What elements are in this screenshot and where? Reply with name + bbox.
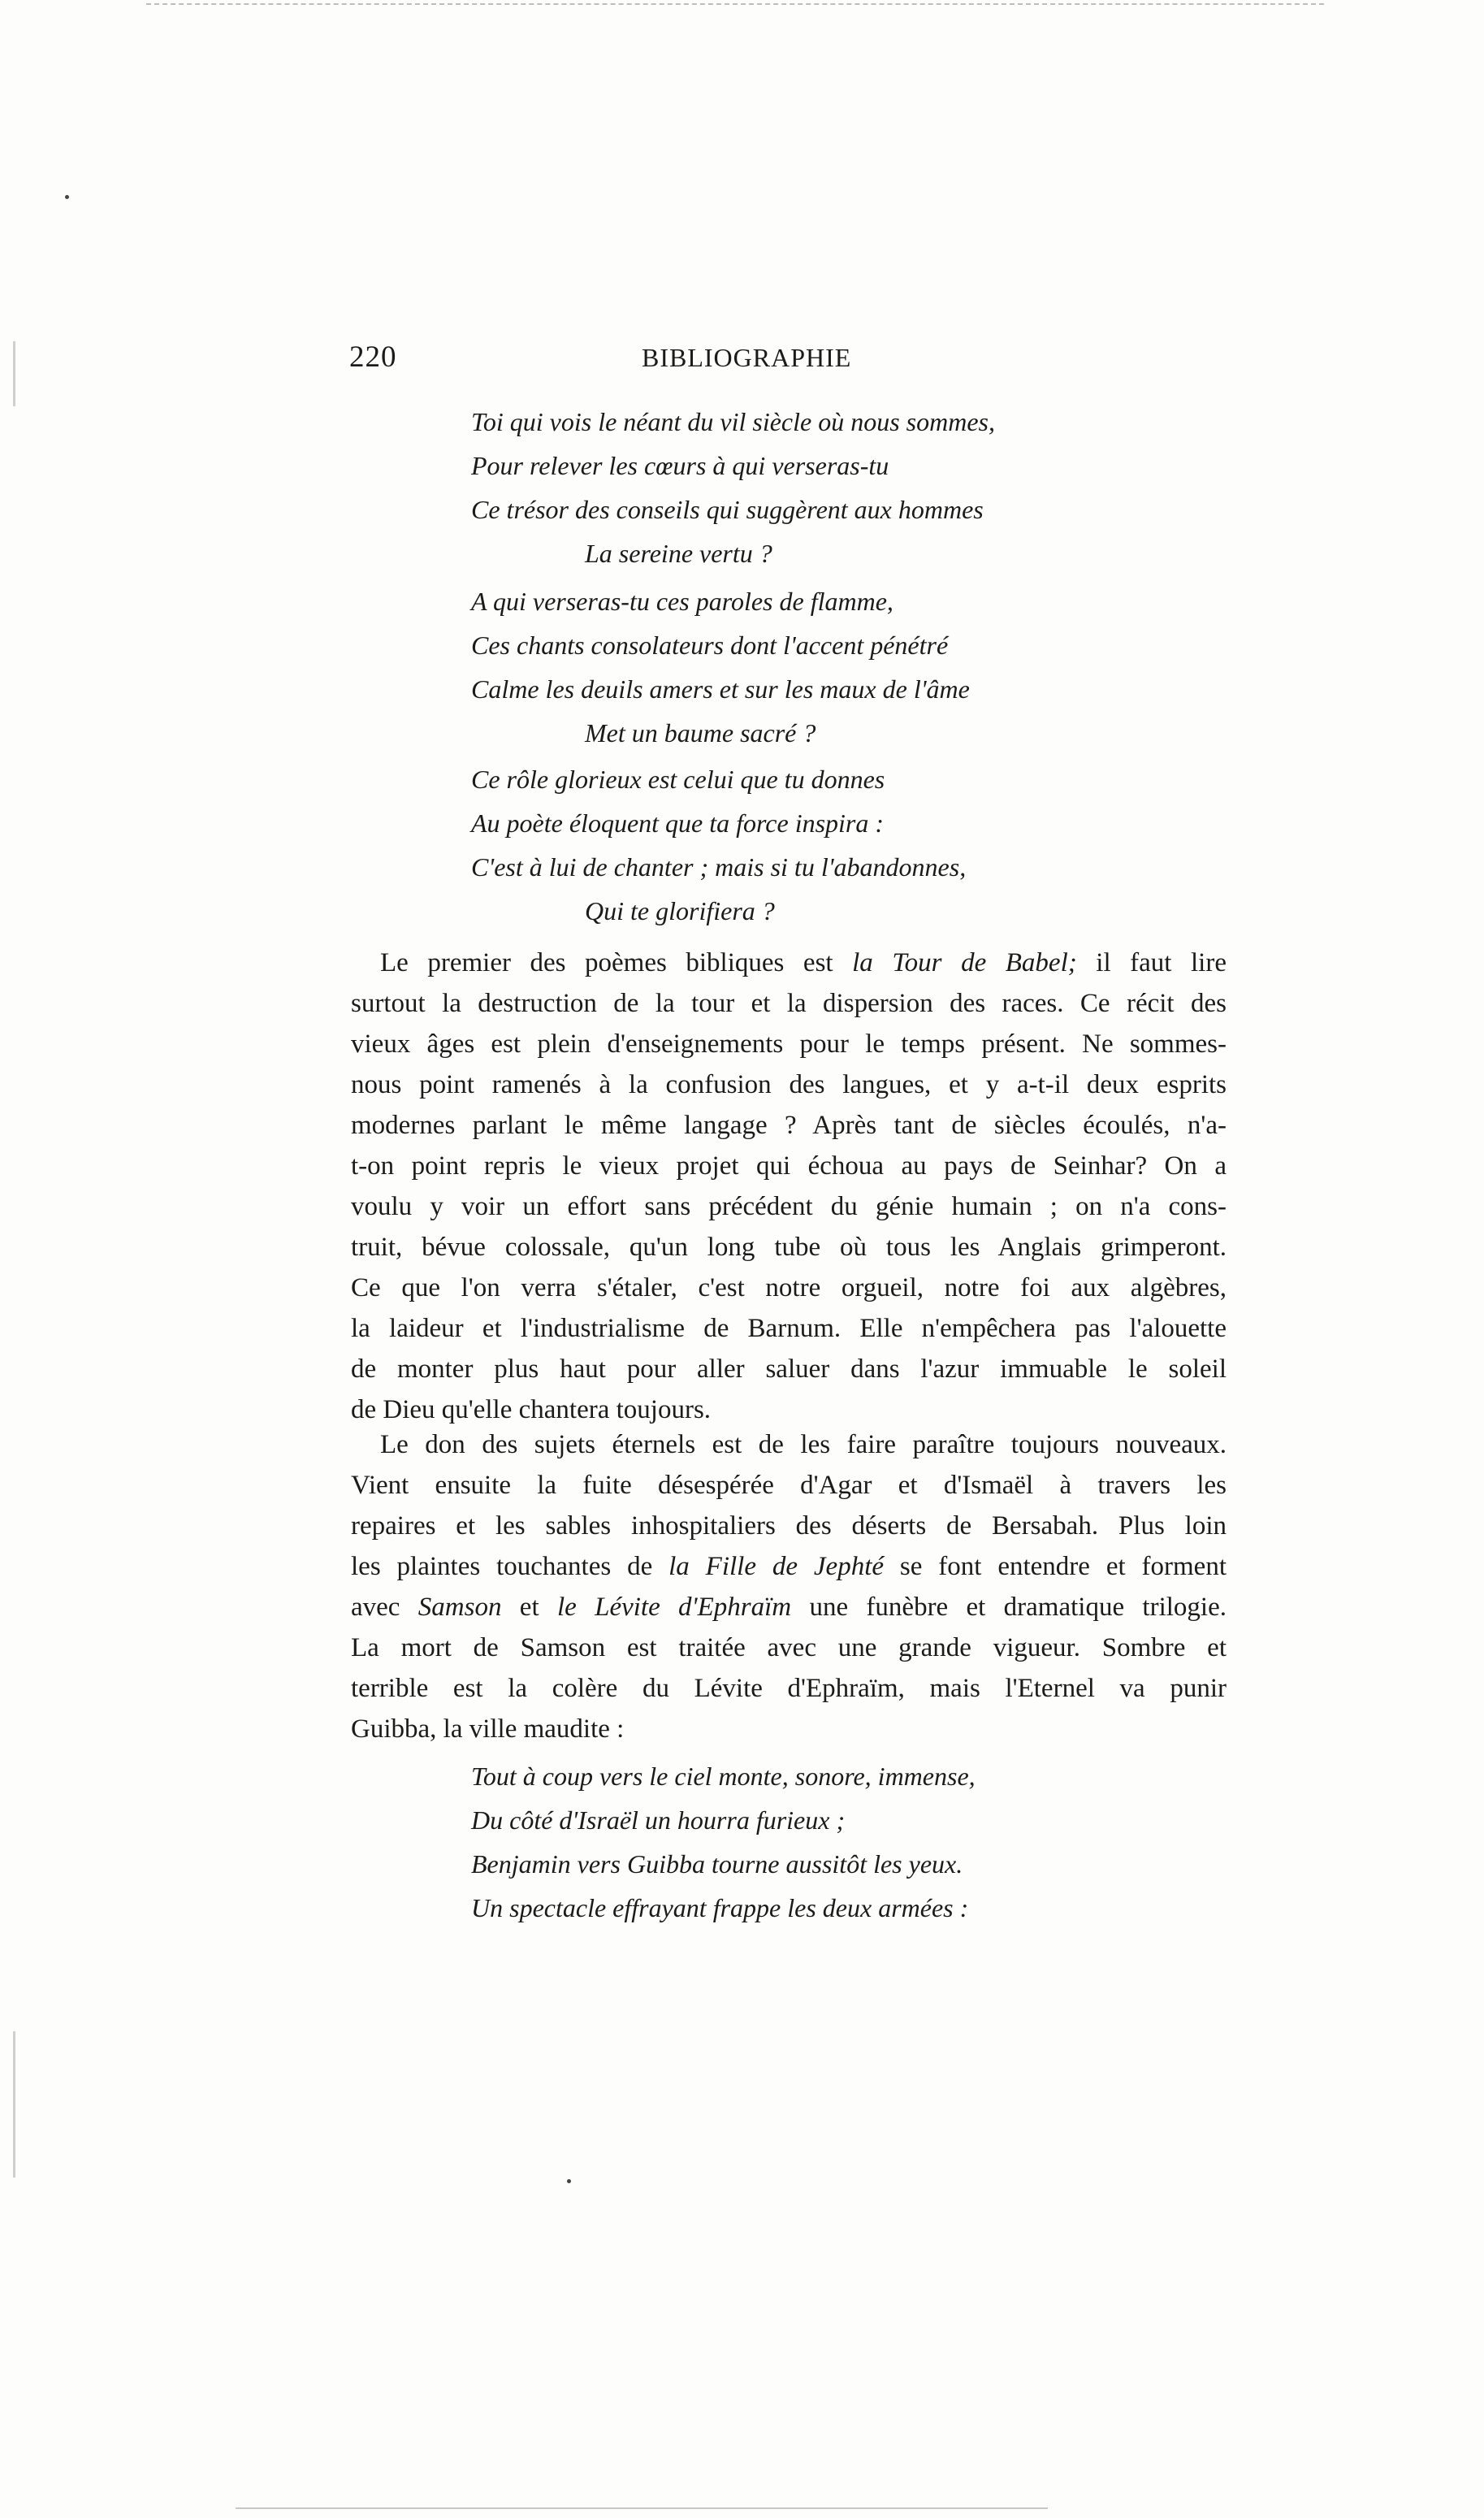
paragraph-line: Ce que l'on verra s'étaler, c'est notre orgueil, notre foi aux algèbres, bbox=[351, 1273, 1227, 1302]
paragraph-line: de Dieu qu'elle chantera toujours. bbox=[351, 1395, 712, 1424]
scan-edge-left bbox=[13, 341, 15, 406]
paragraph-line: de monter plus haut pour aller saluer dans l'azur immuable le soleil bbox=[351, 1354, 1227, 1384]
verse-line: Ce rôle glorieux est celui que tu donnes bbox=[471, 765, 885, 794]
paragraph-line: vieux âges est plein d'enseignements pour le temps présent. Ne sommes- bbox=[351, 1029, 1227, 1059]
verse-line: A qui verseras-tu ces paroles de flamme, bbox=[471, 587, 893, 616]
paragraph-line: Le don des sujets éternels est de les faire paraître toujours nouveaux. bbox=[380, 1430, 1227, 1459]
scan-edge-left bbox=[13, 2031, 15, 2178]
paragraph-line: repaires et les sables inhospitaliers des déserts de Bersabah. Plus loin bbox=[351, 1511, 1227, 1541]
paragraph-line: les plaintes touchantes de la Fille de Jephté se font entendre et forment bbox=[351, 1552, 1227, 1581]
paragraph-line: terrible est la colère du Lévite d'Ephraïm, mais l'Eternel va punir bbox=[351, 1674, 1227, 1703]
paragraph-line: Vient ensuite la fuite désespérée d'Agar et d'Ismaël à travers les bbox=[351, 1471, 1227, 1500]
running-head: BIBLIOGRAPHIE bbox=[642, 343, 852, 372]
ink-speck bbox=[567, 2179, 571, 2183]
paragraph bbox=[351, 943, 1227, 1430]
paragraph-line: modernes parlant le même langage ? Après tant de siècles écoulés, n'a- bbox=[351, 1111, 1227, 1140]
verse-line: Benjamin vers Guibba tourne aussitôt les yeux. bbox=[471, 1849, 963, 1879]
scan-edge-top bbox=[146, 3, 1324, 7]
paragraph-line: La mort de Samson est traitée avec une grande vigueur. Sombre et bbox=[351, 1633, 1227, 1662]
paragraph-line: truit, bévue colossale, qu'un long tube où tous les Anglais grimperont. bbox=[351, 1233, 1227, 1262]
paragraph-line: voulu y voir un effort sans précédent du génie humain ; on n'a cons- bbox=[351, 1192, 1227, 1221]
verse-line: Au poète éloquent que ta force inspira : bbox=[471, 808, 885, 838]
verse-stanza bbox=[471, 1754, 976, 1930]
paragraph bbox=[351, 1424, 1227, 1749]
verse-line: Qui te glorifiera ? bbox=[585, 896, 775, 925]
verse-line: Met un baume sacré ? bbox=[585, 718, 816, 748]
verse-stanza bbox=[471, 579, 970, 755]
verse-line: Ce trésor des conseils qui suggèrent aux hommes bbox=[471, 495, 984, 524]
scan-edge-bottom bbox=[236, 2507, 1048, 2511]
verse-line: C'est à lui de chanter ; mais si tu l'abandonnes, bbox=[471, 852, 967, 882]
ink-speck bbox=[65, 195, 69, 199]
verse-line: Pour relever les cœurs à qui verseras-tu bbox=[471, 451, 889, 480]
verse-line: Calme les deuils amers et sur les maux de l'âme bbox=[471, 674, 970, 704]
verse-line: Toi qui vois le néant du vil siècle où nous sommes, bbox=[471, 407, 995, 436]
verse-stanza bbox=[471, 400, 995, 575]
page-number: 220 bbox=[349, 340, 397, 374]
page-header bbox=[325, 340, 1227, 388]
verse-line: La sereine vertu ? bbox=[585, 539, 772, 568]
verse-line: Ces chants consolateurs dont l'accent pénétré bbox=[471, 631, 949, 660]
verse-line: Un spectacle effrayant frappe les deux armées : bbox=[471, 1893, 969, 1922]
paragraph-line: la laideur et l'industrialisme de Barnum. Elle n'empêchera pas l'alouette bbox=[351, 1314, 1227, 1343]
paragraph-line: avec Samson et le Lévite d'Ephraïm une funèbre et dramatique trilogie. bbox=[351, 1593, 1227, 1622]
paragraph-line: Le premier des poèmes bibliques est la Tour de Babel; il faut lire bbox=[380, 948, 1227, 977]
verse-line: Du côté d'Israël un hourra furieux ; bbox=[471, 1805, 846, 1835]
paragraph-line: Guibba, la ville maudite : bbox=[351, 1714, 625, 1744]
paragraph-line: nous point ramenés à la confusion des langues, et y a-t-il deux esprits bbox=[351, 1070, 1227, 1099]
verse-line: Tout à coup vers le ciel monte, sonore, immense, bbox=[471, 1762, 976, 1791]
verse-stanza bbox=[471, 757, 966, 933]
paragraph-line: t-on point repris le vieux projet qui échoua au pays de Seinhar? On a bbox=[351, 1151, 1227, 1181]
paragraph-line: surtout la destruction de la tour et la dispersion des races. Ce récit des bbox=[351, 989, 1227, 1018]
